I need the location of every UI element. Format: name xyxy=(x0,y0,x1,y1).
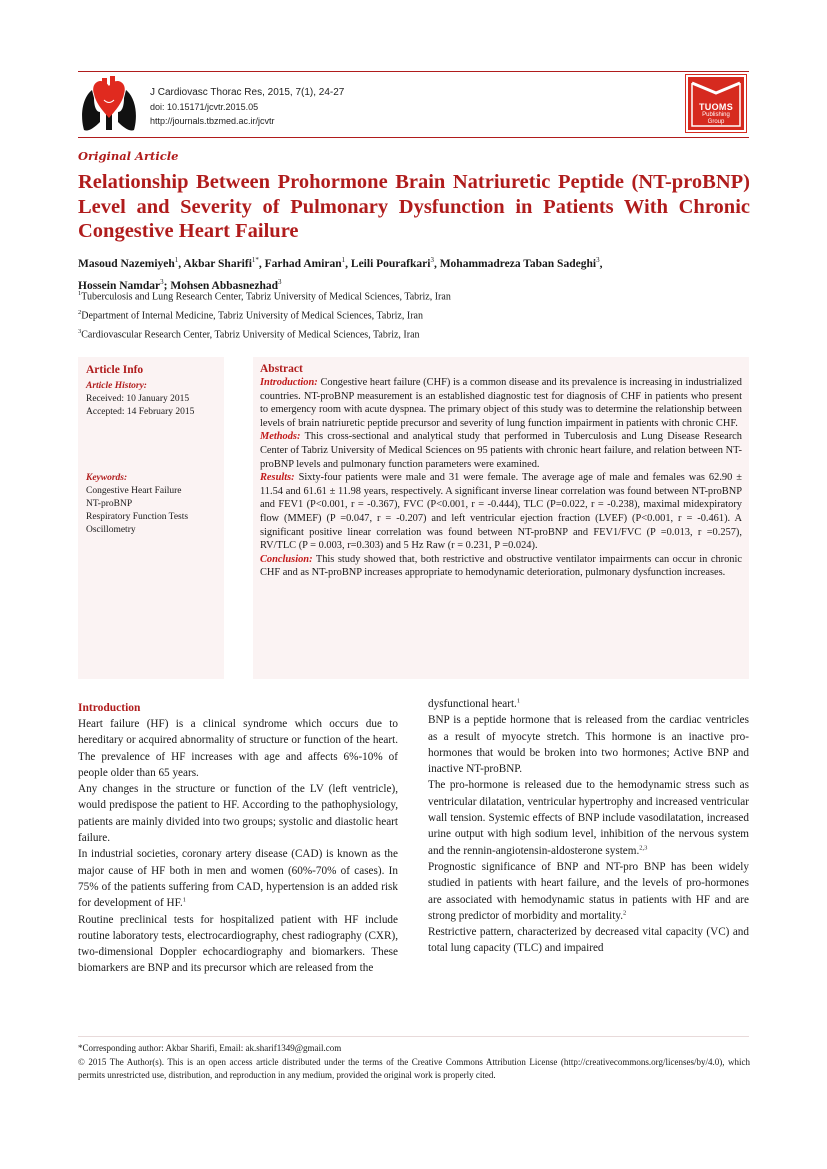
author[interactable]: Masoud Nazemiyeh$^1$ xyxy=(78,256,179,270)
author[interactable]: Mohsen Abbasnezhad$^3$ xyxy=(170,277,282,292)
corresponding-author: *Corresponding author: Akbar Sharifi, Email: ak.sharif1349@gmail.com xyxy=(78,1043,342,1053)
publisher-name: TUOMS xyxy=(699,102,733,112)
keywords-label: Keywords: xyxy=(86,472,128,483)
header-top-rule xyxy=(78,71,749,72)
journal-metadata xyxy=(150,86,344,128)
reference-link[interactable]: 1 xyxy=(182,896,186,904)
body-paragraph: Restrictive pattern, characterized by decreased vital capacity (VC) and total lung capacity (TLC) and impaired xyxy=(428,926,749,955)
article-info-panel xyxy=(78,357,224,679)
body-paragraph: Heart failure (HF) is a clinical syndrome which occurs due to hereditary or acquired abnormality of structure or function of the heart. The prevalence of HF increases with age and affects 6%-10% of people older than 65 years. xyxy=(78,718,398,779)
keyword[interactable]: Respiratory Function Tests xyxy=(86,512,189,523)
affiliation: $^1$Tuberculosis and Lung Research Center, Tabriz University of Medical Sciences, Tabriz, Iran xyxy=(78,290,451,303)
journal-url-link[interactable]: http://journals.tbzmed.ac.ir/jcvtr xyxy=(150,116,275,126)
keyword[interactable]: Oscillometry xyxy=(86,525,136,536)
license-notice: © 2015 The Author(s). This is an open access article distributed under the terms of the Creative Commons Attribution License (http://creativecommons.org/licenses/by/4.0), which permits unrestricted use, distribution, and reproduction in any medium, provided the original work is properly cited. xyxy=(78,1056,750,1080)
heart-lungs-logo-icon xyxy=(78,72,140,136)
affiliation-list xyxy=(78,286,451,342)
author[interactable]: Akbar Sharifi$^{1*}$ xyxy=(183,256,259,270)
author[interactable]: Leili Pourafkari$^3$ xyxy=(350,256,434,270)
author-list: Masoud Nazemiyeh$^1$, Akbar Sharifi$^{1*}$, Farhad Amiran$^1$, Leili Pourafkari$^3$, Mohammadreza Taban Sadeghi$^3$, Hossein Namdar$^3$; Mohsen Abbasnezhad$^3$ xyxy=(78,256,603,292)
body-paragraph: Routine preclinical tests for hospitalized patient with HF include routine laboratory tests, electrocardiography, chest radiography (CXR), two-dimensional Doppler echocardiography and biomarkers. These biomarkers are BNP and its precursor which are released from the xyxy=(78,913,398,975)
article-type-label: Original Article xyxy=(78,149,179,163)
article-history-label: Article History: xyxy=(86,381,147,391)
body-paragraph: BNP is a peptide hormone that is released from the cardiac ventricles as a result of myocyte stretch. This hormone is an inactive pro-hormones that would be broken into two hormones; Active BNP and inactive NT-proBNP. xyxy=(428,714,749,776)
accepted-date: Accepted: 14 February 2015 xyxy=(86,407,195,418)
body-paragraph: Any changes in the structure or function of the LV (left ventricle), would predispose the patient to HF. According to the pathophysiology, patients are mainly divided into two groups; systolic and diastolic heart failure. xyxy=(78,783,398,845)
introduction-heading: Introduction xyxy=(78,702,141,714)
abstract-panel xyxy=(253,357,749,679)
body-paragraph: The pro-hormone is released due to the hemodynamic stress such as ventricular dilatation, ventricular hypertrophy and increased ventricular wall tension. Systemic effects of BNP include vasodilatation, increased urine output with high sodium level, inhibition of the nervous system and the rennin-angiotensin-aldosterone system.$^{2,3}$ xyxy=(428,779,749,857)
abstract-introduction: Introduction: Congestive heart failure (CHF) is a common disease and its prevalence is increasing in industrialized countries. NT-proBNP measurement is an established diagnostic test for diagnosis of CHF in patients who present to emergency room with acute dyspnea. The primary object of this study was to determine the relationship between levels of brain natriuretic peptide precursor and severity of lung function impairment in patients with chronic CHF. xyxy=(260,377,742,429)
header-bottom-rule xyxy=(78,137,749,138)
reference-link[interactable]: 1 xyxy=(516,697,521,705)
body-paragraph: dysfunctional heart.$^1$ xyxy=(428,697,521,710)
footer-rule xyxy=(78,1036,749,1037)
body-paragraph: In industrial societies, coronary artery disease (CAD) is known as the major cause of HF both in men and women (60%-70% of cases). In 75% of the patients suffering from CAD, hypertension is an added risk for development of HF.$^1$ xyxy=(78,848,398,910)
reference-link[interactable]: 2,3 xyxy=(639,843,648,851)
journal-citation: J Cardiovasc Thorac Res, 2015, 7(1), 24-27 xyxy=(150,87,345,98)
body-paragraph: Prognostic significance of BNP and NT-pro BNP has been widely studied in patients with heart failure, and the levels of pro-hormones are associated with hemodynamic status in patients with HF and are strong predictor of morbidity and mortality.$^2$ xyxy=(428,860,749,922)
author[interactable]: Hossein Namdar$^3$ xyxy=(78,277,164,292)
author[interactable]: Farhad Amiran$^1$ xyxy=(264,256,346,270)
article-title: Relationship Between Prohormone Brain Natriuretic Peptide (NT-proBNP) Level and Severity of Pulmonary Dysfunction in Patients With Chronic Congestive Heart Failure xyxy=(78,171,750,242)
publisher-subtitle: Publishing Group xyxy=(702,112,730,125)
abstract-conclusion: Conclusion: This study showed that, both restrictive and obstructive ventilator impairments can occur in chronic CHF and as NT-proBNP increases appropriate to hemodynamic deterioration, pulmonary dysfunction increases. xyxy=(260,553,742,579)
author[interactable]: Mohammadreza Taban Sadeghi$^3$ xyxy=(439,256,600,270)
received-date: Received: 10 January 2015 xyxy=(86,394,190,404)
abstract-heading: Abstract xyxy=(260,363,303,375)
body-column-left xyxy=(78,700,398,977)
affiliation: $^3$Cardiovascular Research Center, Tabriz University of Medical Sciences, Tabriz, Iran xyxy=(78,327,420,340)
affiliation: $^2$Department of Internal Medicine, Tabriz University of Medical Sciences, Tabriz, Iran xyxy=(78,308,423,322)
publisher-logo xyxy=(686,75,746,132)
abstract-methods: Methods: This cross-sectional and analytical study that performed in Tuberculosis and Lung Disease Research Center of Tabriz University of Medical Sciences on 95 patients with chronic heart failure, and relation between NT-proBNP levels and pulmonary function parameters were examined. xyxy=(260,431,742,470)
keyword[interactable]: Congestive Heart Failure xyxy=(86,485,182,496)
article-info-heading: Article Info xyxy=(86,364,144,376)
reference-link[interactable]: 2 xyxy=(623,909,627,917)
keyword[interactable]: NT-proBNP xyxy=(86,498,133,509)
doi-link[interactable]: doi: 10.15171/jcvtr.2015.05 xyxy=(150,102,259,112)
body-column-right xyxy=(428,696,749,957)
article-history xyxy=(86,380,216,420)
keywords-section xyxy=(86,472,216,538)
page-footer xyxy=(78,1042,750,1083)
abstract-results: Results: Sixty-four patients were male and 31 were female. The average age of male and females was 62.90 ± 11.54 and 61.61 ± 11.98 years, respectively. A significant inverse linear correlation was found between NT-proBNP and FEV1 (P<0.001, r = -0.367), FVC (P<0.001, r = -0.444), TLC (P=0.022, r = -0.238), maximal midexpiratory flow (MMEF) (P =0.047, r = -0.207) and left ventricular ejection fraction (LVEF) (P<0.001, r = -0.461). A significant positive linear correlation was found between NT-proBNP and FEV1/FVC (P =0.013, r =0.257), RV/TLC (P = 0.003, r=0.303) and 5 Hz Raw (r = 0.231, P =0.024). xyxy=(260,472,742,552)
